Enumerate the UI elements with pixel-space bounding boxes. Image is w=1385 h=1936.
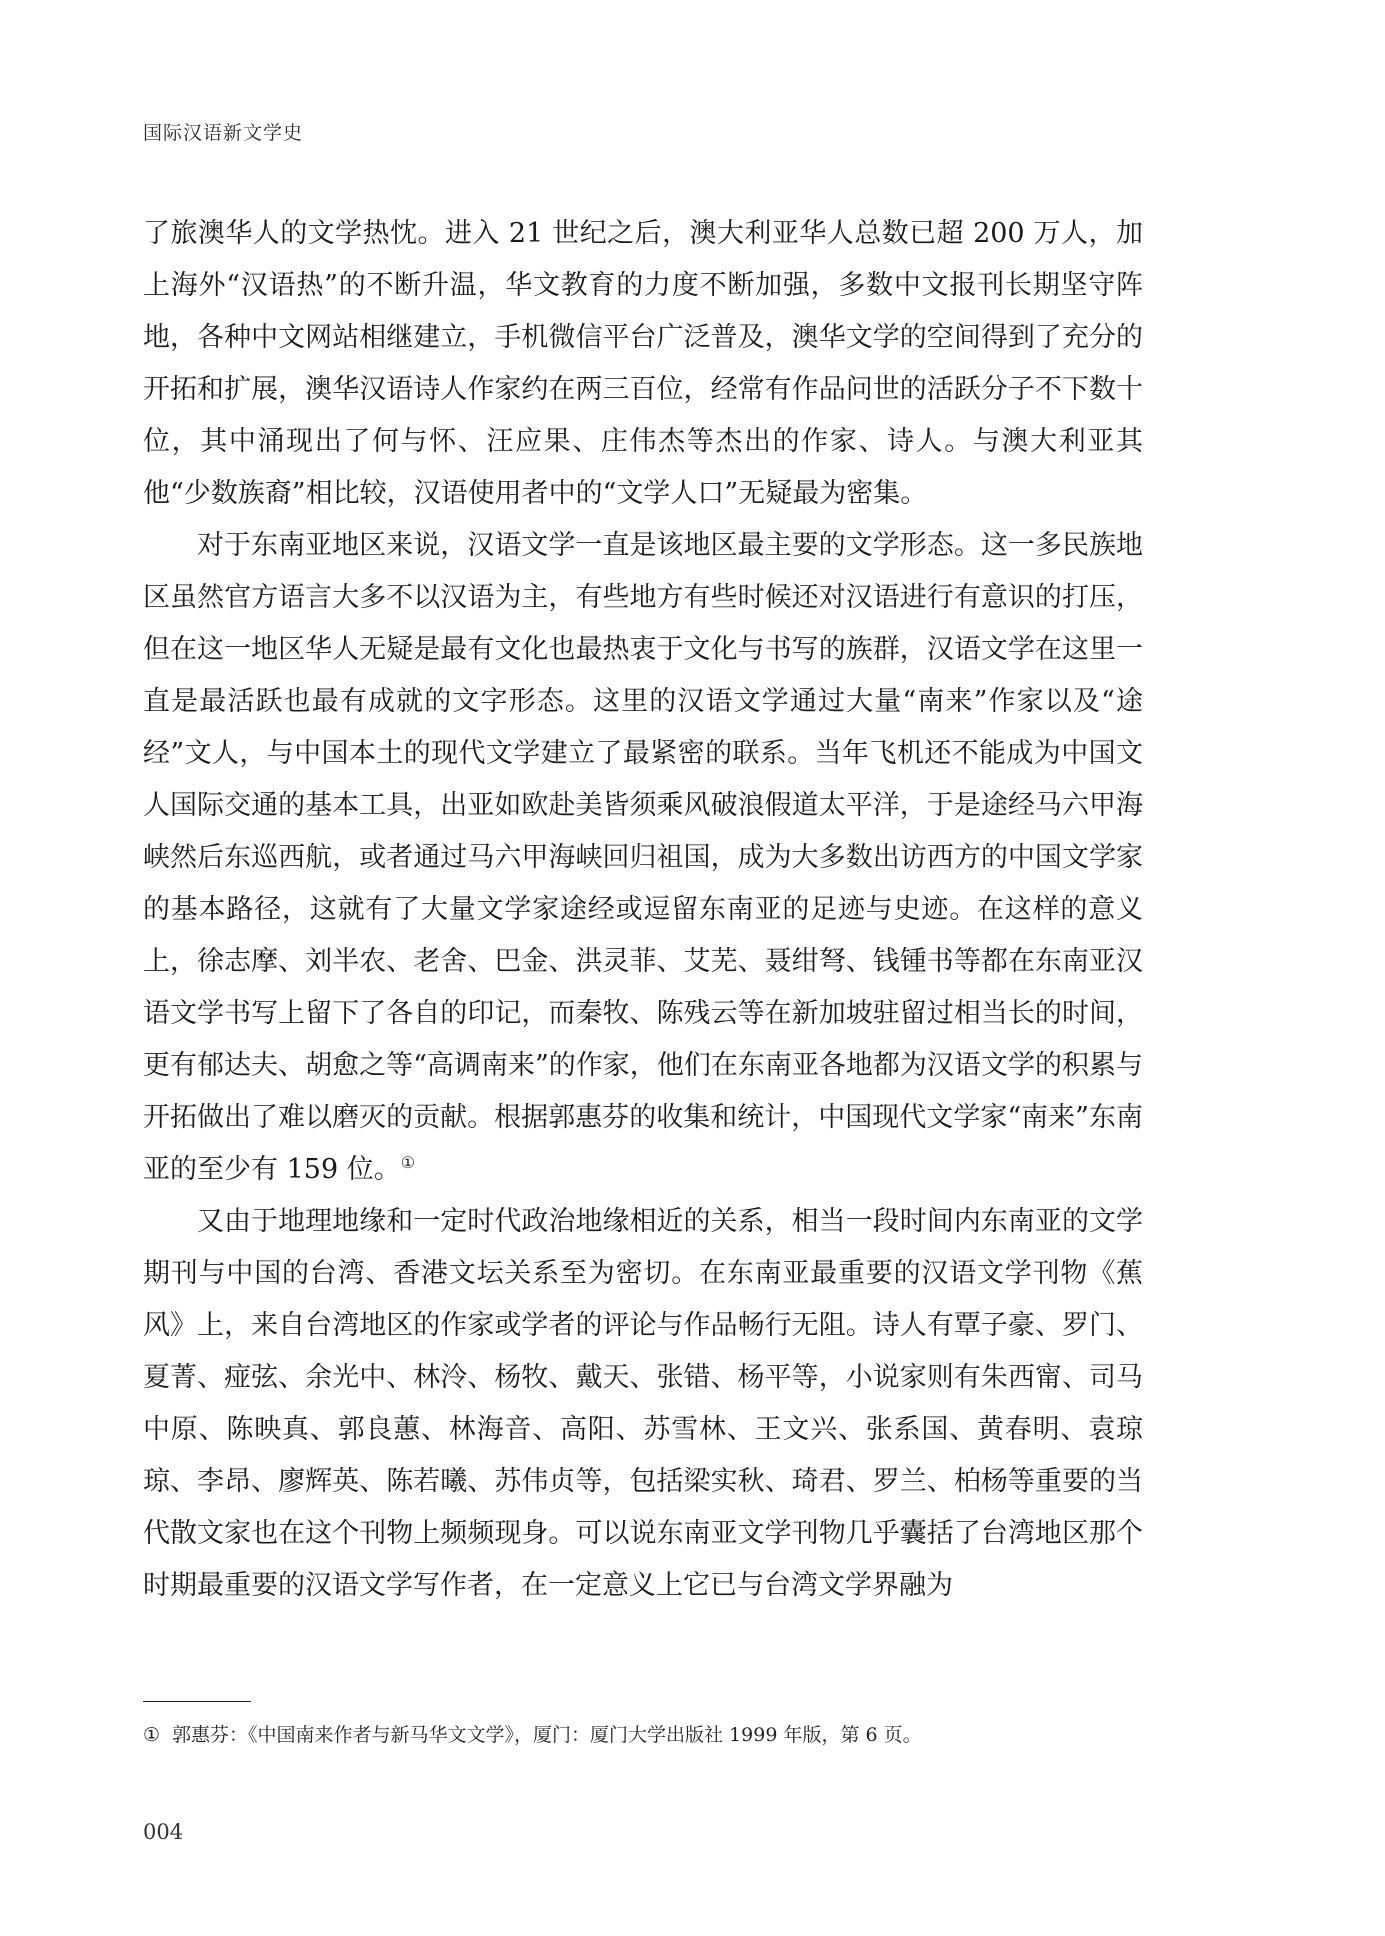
footnote-divider — [143, 1701, 251, 1702]
footnote — [143, 1720, 1143, 1750]
paragraph-2-text: 对于东南亚地区来说，汉语文学一直是该地区最主要的文学形态。这一多民族地区虽然官方语言大多不以汉语为主，有些地方有些时候还对汉语进行有意识的打压，但在这一地区华人无疑是最有文化也最热衷于文化与书写的族群，汉语文学在这里一直是最活跃也最有成就的文字形态。这里的汉语文学通过大量“南来”作家以及“途经”文人，与中国本土的现代文学建立了最紧密的联系。当年飞机还不能成为中国文人国际交通的基本工具，出亚如欧赴美皆须乘风破浪假道太平洋，于是途经马六甲海峡然后东巡西航，或者通过马六甲海峡回归祖国，成为大多数出访西方的中国文学家的基本路径，这就有了大量文学家途经或逗留东南亚的足迹与史迹。在这样的意义上，徐志摩、刘半农、老舍、巴金、洪灵菲、艾芜、聂绀弩、钱锺书等都在东南亚汉语文学书写上留下了各自的印记，而秦牧、陈残云等在新加坡驻留过相当长的时间，更有郁达夫、胡愈之等“高调南来”的作家，他们在东南亚各地都为汉语文学的积累与开拓做出了难以磨灭的贡献。根据郭惠芬的收集和统计，中国现代文学家“南来”东南亚的至少有 159 位。 — [143, 530, 1143, 1185]
page-number: 004 — [143, 1820, 184, 1844]
footnote-mark: ① — [143, 1724, 161, 1746]
footnote-reference[interactable]: ① — [400, 1153, 416, 1172]
body-text — [143, 208, 1143, 1612]
paragraph-3-text: 又由于地理地缘和一定时代政治地缘相近的关系，相当一段时间内东南亚的文学期刊与中国的台湾、香港文坛关系至为密切。在东南亚最重要的汉语文学刊物《蕉风》上，来自台湾地区的作家或学者的评论与作品畅行无阻。诗人有覃子豪、罗门、夏菁、痖弦、余光中、林泠、杨牧、戴天、张错、杨平等，小说家则有朱西甯、司马中原、陈映真、郭良蕙、林海音、高阳、苏雪林、王文兴、张系国、黄春明、袁琼琼、李昂、廖辉英、陈若曦、苏伟贞等，包括梁实秋、琦君、罗兰、柏杨等重要的当代散文家也在这个刊物上频频现身。可以说东南亚文学刊物几乎囊括了台湾地区那个时期最重要的汉语文学写作者，在一定意义上它已与台湾文学界融为 — [143, 1206, 1143, 1601]
paragraph-2 — [143, 520, 1143, 1196]
paragraph-1-text: 了旅澳华人的文学热忱。进入 21 世纪之后，澳大利亚华人总数已超 200 万人，加上海外“汉语热”的不断升温，华文教育的力度不断加强，多数中文报刊长期坚守阵地，各种中文网站相继建立，手机微信平台广泛普及，澳华文学的空间得到了充分的开拓和扩展，澳华汉语诗人作家约在两三百位，经常有作品问世的活跃分子不下数十位，其中涌现出了何与怀、汪应果、庄伟杰等杰出的作家、诗人。与澳大利亚其他“少数族裔”相比较，汉语使用者中的“文学人口”无疑最为密集。 — [143, 218, 1143, 509]
paragraph-3 — [143, 1196, 1143, 1612]
paragraph-1 — [143, 208, 1143, 520]
running-head-title: 国际汉语新文学史 — [143, 122, 304, 144]
footnote-text: 郭惠芬：《中国南来作者与新马华文文学》，厦门：厦门大学出版社 1999 年版，第 6 页。 — [172, 1724, 922, 1746]
